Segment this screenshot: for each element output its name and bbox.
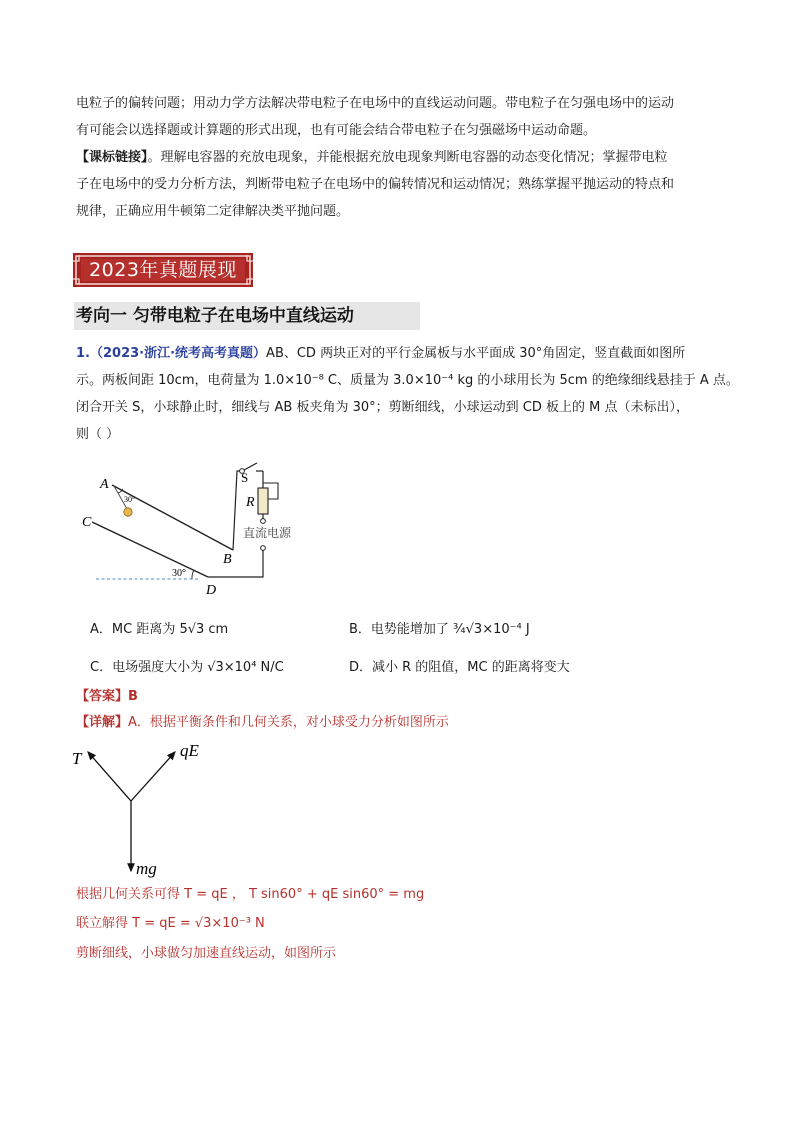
intro-line-1: 电粒子的偏转问题；用动力学方法解决带电粒子在电场中的直线运动问题。带电粒子在匀强电场中的运动 (76, 96, 675, 111)
intro-line-2: 有可能会以选择题或计算题的形式出现，也有可能会结合带电粒子在匀强磁场中运动命题。 (76, 123, 597, 138)
banner-title: 2023年真题展现 (89, 259, 237, 281)
wire-d (208, 550, 263, 577)
option-d[interactable]: D．减小 R 的阻值，MC 的距离将变大 (349, 660, 570, 675)
label-c: C (82, 515, 92, 530)
section-title: 考向一 匀带电粒子在电场中直线运动 (76, 306, 354, 326)
plate-cd (92, 522, 208, 577)
question-line-1 (76, 344, 685, 364)
label-dc-source: 直流电源 (243, 526, 292, 540)
angle-arc-bottom (192, 570, 194, 579)
switch-blade (244, 463, 257, 470)
electric-force-arrow (131, 752, 175, 801)
intro-line-3-text: 。理解电容器的充放电现象，并能根据充放电现象判断电容器的动态变化情况；掌握带电粒 (147, 150, 668, 165)
intro-line-5: 规律，正确应用牛顿第二定律解决类平抛问题。 (76, 204, 350, 219)
label-angle-bottom: 30° (172, 568, 186, 579)
label-mg: mg (136, 859, 157, 878)
label-b: B (223, 552, 232, 567)
label-angle-top: 30° (124, 495, 136, 504)
label-r: R (246, 495, 255, 510)
label-s: S (241, 470, 249, 485)
year-banner (73, 253, 253, 287)
resistor-r (258, 488, 268, 514)
question-line-3: 闭合开关 S，小球静止时，细线与 AB 板夹角为 30°；剪断细线，小球运动到 CD 板上的 M 点（未标出）， (76, 400, 689, 415)
option-b[interactable]: B．电势能增加了 ¾√3×10⁻⁴ J (349, 622, 530, 637)
question-source: （2023·浙江·统考高考真题） (89, 346, 267, 361)
explanation-tag: 【详解】 (76, 715, 129, 730)
explanation-line-3: 联立解得 T = qE = √3×10⁻³ N (76, 916, 265, 931)
wire-b (233, 471, 240, 550)
label-t: T (72, 749, 82, 768)
option-a[interactable]: A．MC 距离为 5√3 cm (90, 622, 229, 637)
explanation-line-4: 剪断细线，小球做匀加速直线运动，如图所示 (76, 946, 337, 961)
option-c[interactable]: C．电场强度大小为 √3×10⁴ N/C (90, 660, 284, 675)
explanation-line-2: 根据几何关系可得 T = qE ， T sin60° + qE sin60° = mg (76, 887, 425, 902)
label-qe: qE (180, 741, 199, 760)
question-line-1-text: AB、CD 两块正对的平行金属板与水平面成 30°角固定，竖直截面如图所 (266, 346, 686, 361)
capacitor-circuit-figure (80, 455, 310, 600)
label-a: A (100, 477, 109, 492)
tension-arrow (88, 752, 131, 801)
intro-line-4: 子在电场中的受力分析方法，判断带电粒子在电场中的偏转情况和运动情况；熟练掌握平抛运动的特点和 (76, 177, 675, 192)
answer-label: 【答案】B (76, 689, 138, 704)
question-number: 1. (76, 346, 90, 361)
curriculum-link-tag: 【课标链接】 (76, 150, 148, 165)
label-d: D (206, 583, 217, 598)
intro-line-3 (76, 148, 668, 168)
charged-ball (124, 508, 132, 516)
source-bottom-terminal (261, 546, 266, 551)
section-heading-bar (74, 302, 420, 330)
question-line-4: 则（ ） (76, 427, 120, 442)
question-line-2: 示。两板间距 10cm，电荷量为 1.0×10⁻⁸ C、质量为 3.0×10⁻⁴ kg 的小球用长为 5cm 的绝缘细线悬挂于 A 点。 (76, 373, 739, 388)
source-top-terminal (261, 519, 266, 524)
explanation-line-1-text: A．根据平衡条件和几何关系，对小球受力分析如图所示 (128, 715, 449, 730)
explanation-line-1 (76, 713, 449, 733)
force-diagram (68, 738, 218, 878)
